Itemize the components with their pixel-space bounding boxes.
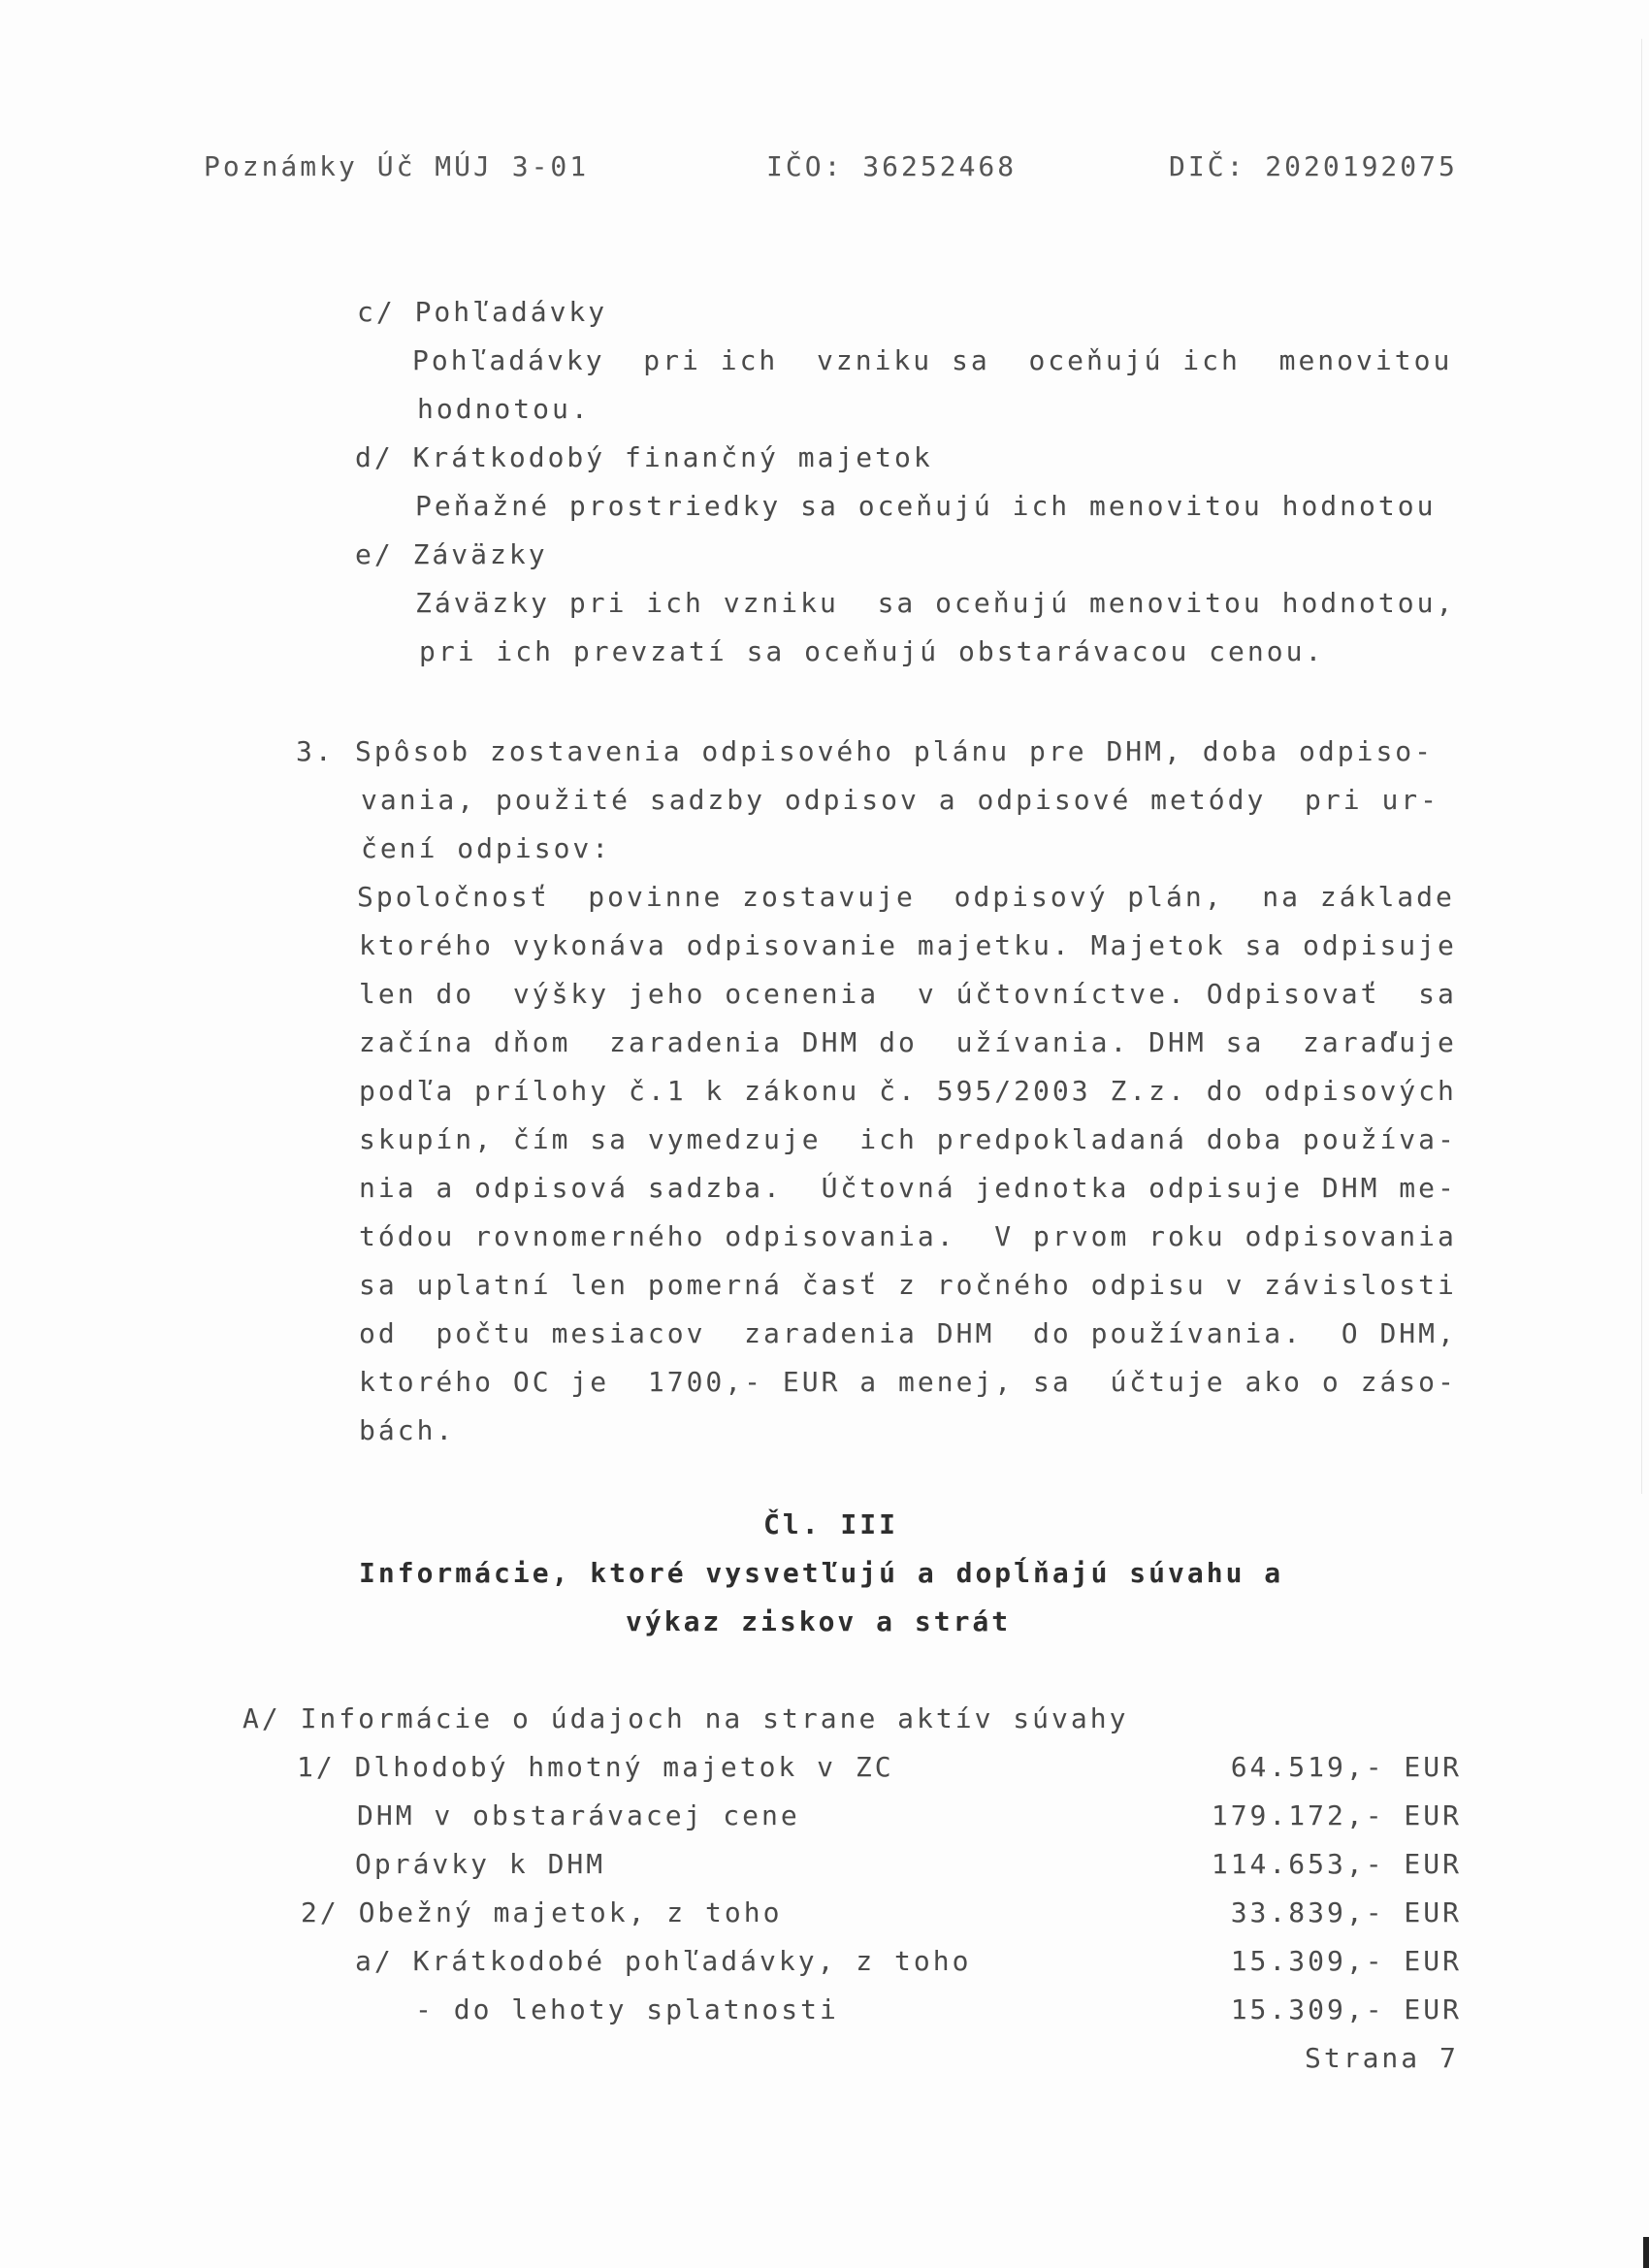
section3-body-line: podľa prílohy č.1 k zákonu č. 595/2003 Z.z. do odpisových bbox=[359, 1075, 1457, 1107]
assets-row-label: 2/ Obežný majetok, z toho bbox=[301, 1896, 783, 1928]
section3-body-line: Spoločnosť povinne zostavuje odpisový plán, na základe bbox=[357, 881, 1455, 913]
assets-row-label: 1/ Dlhodobý hmotný majetok v ZC bbox=[297, 1751, 894, 1783]
section3-body-line: skupín, čím sa vymedzuje ich predpokladaná doba používa- bbox=[359, 1123, 1457, 1155]
page-number: Strana 7 bbox=[1305, 2042, 1459, 2074]
assets-row-value: 33.839,- EUR bbox=[1230, 1896, 1462, 1928]
section3-body-line: tódou rovnomerného odpisovania. V prvom roku odpisovania bbox=[359, 1220, 1457, 1252]
section3-body-line: bách. bbox=[359, 1414, 456, 1446]
valuation-e-line: pri ich prevzatí sa oceňujú obstarávacou cenou. bbox=[419, 635, 1325, 667]
article-title-line1: Informácie, ktoré vysvetľujú a dopĺňajú súvahu a bbox=[359, 1557, 1284, 1589]
assets-row-label: - do lehoty splatnosti bbox=[415, 1993, 839, 2025]
article-number: Čl. III bbox=[763, 1508, 899, 1540]
valuation-c-title: c/ Pohľadávky bbox=[357, 296, 608, 328]
section3-body-line: od počtu mesiacov zaradenia DHM do používania. O DHM, bbox=[359, 1317, 1457, 1349]
valuation-e-title: e/ Záväzky bbox=[355, 538, 548, 570]
section3-body-line: nia a odpisová sadzba. Účtovná jednotka odpisuje DHM me- bbox=[359, 1172, 1457, 1204]
header-notes-title: Poznámky Úč MÚJ 3-01 bbox=[204, 150, 590, 182]
section3-heading-line: Spôsob zostavenia odpisového plánu pre DHM, doba odpiso- bbox=[355, 735, 1435, 767]
assets-heading: A/ Informácie o údajoch na strane aktív súvahy bbox=[242, 1702, 1129, 1734]
assets-row-value: 114.653,- EUR bbox=[1211, 1848, 1462, 1880]
section3-body-line: ktorého vykonáva odpisovanie majetku. Majetok sa odpisuje bbox=[359, 929, 1457, 961]
section3-heading-line: vania, použité sadzby odpisov a odpisové metódy pri ur- bbox=[361, 784, 1440, 816]
section3-body-line: len do výšky jeho ocenenia v účtovníctve. Odpisovať sa bbox=[359, 978, 1457, 1010]
assets-row-label: Oprávky k DHM bbox=[355, 1848, 606, 1880]
valuation-e-line: Záväzky pri ich vzniku sa oceňujú menovitou hodnotou, bbox=[415, 587, 1456, 619]
section3-body-line: sa uplatní len pomerná časť z ročného odpisu v závislosti bbox=[359, 1269, 1457, 1301]
section3-body-line: ktorého OC je 1700,- EUR a menej, sa účtuje ako o záso- bbox=[359, 1366, 1457, 1398]
article-title-line2: výkaz ziskov a strát bbox=[626, 1605, 1012, 1637]
valuation-d-line: Peňažné prostriedky sa oceňujú ich menovitou hodnotou bbox=[415, 490, 1437, 522]
assets-row-label: a/ Krátkodobé pohľadávky, z toho bbox=[355, 1945, 972, 1977]
valuation-c-line: Pohľadávky pri ich vzniku sa oceňujú ich menovitou bbox=[412, 344, 1453, 376]
header-ico: IČO: 36252468 bbox=[766, 150, 1018, 182]
assets-row-value: 15.309,- EUR bbox=[1230, 1945, 1462, 1977]
valuation-d-title: d/ Krátkodobý finančný majetok bbox=[355, 441, 933, 473]
header-dic: DIČ: 2020192075 bbox=[1169, 150, 1458, 182]
scan-edge-mark bbox=[1643, 2237, 1649, 2268]
assets-row-value: 15.309,- EUR bbox=[1230, 1993, 1462, 2025]
assets-row-value: 179.172,- EUR bbox=[1211, 1799, 1462, 1831]
scan-edge-line bbox=[1641, 39, 1642, 1494]
section3-heading-line: čení odpisov: bbox=[361, 832, 612, 864]
assets-row-value: 64.519,- EUR bbox=[1230, 1751, 1462, 1783]
valuation-c-line: hodnotou. bbox=[417, 393, 591, 425]
assets-row-label: DHM v obstarávacej cene bbox=[357, 1799, 800, 1831]
section3-body-line: začína dňom zaradenia DHM do užívania. DHM sa zaraďuje bbox=[359, 1026, 1457, 1058]
section3-number: 3. bbox=[296, 735, 335, 767]
